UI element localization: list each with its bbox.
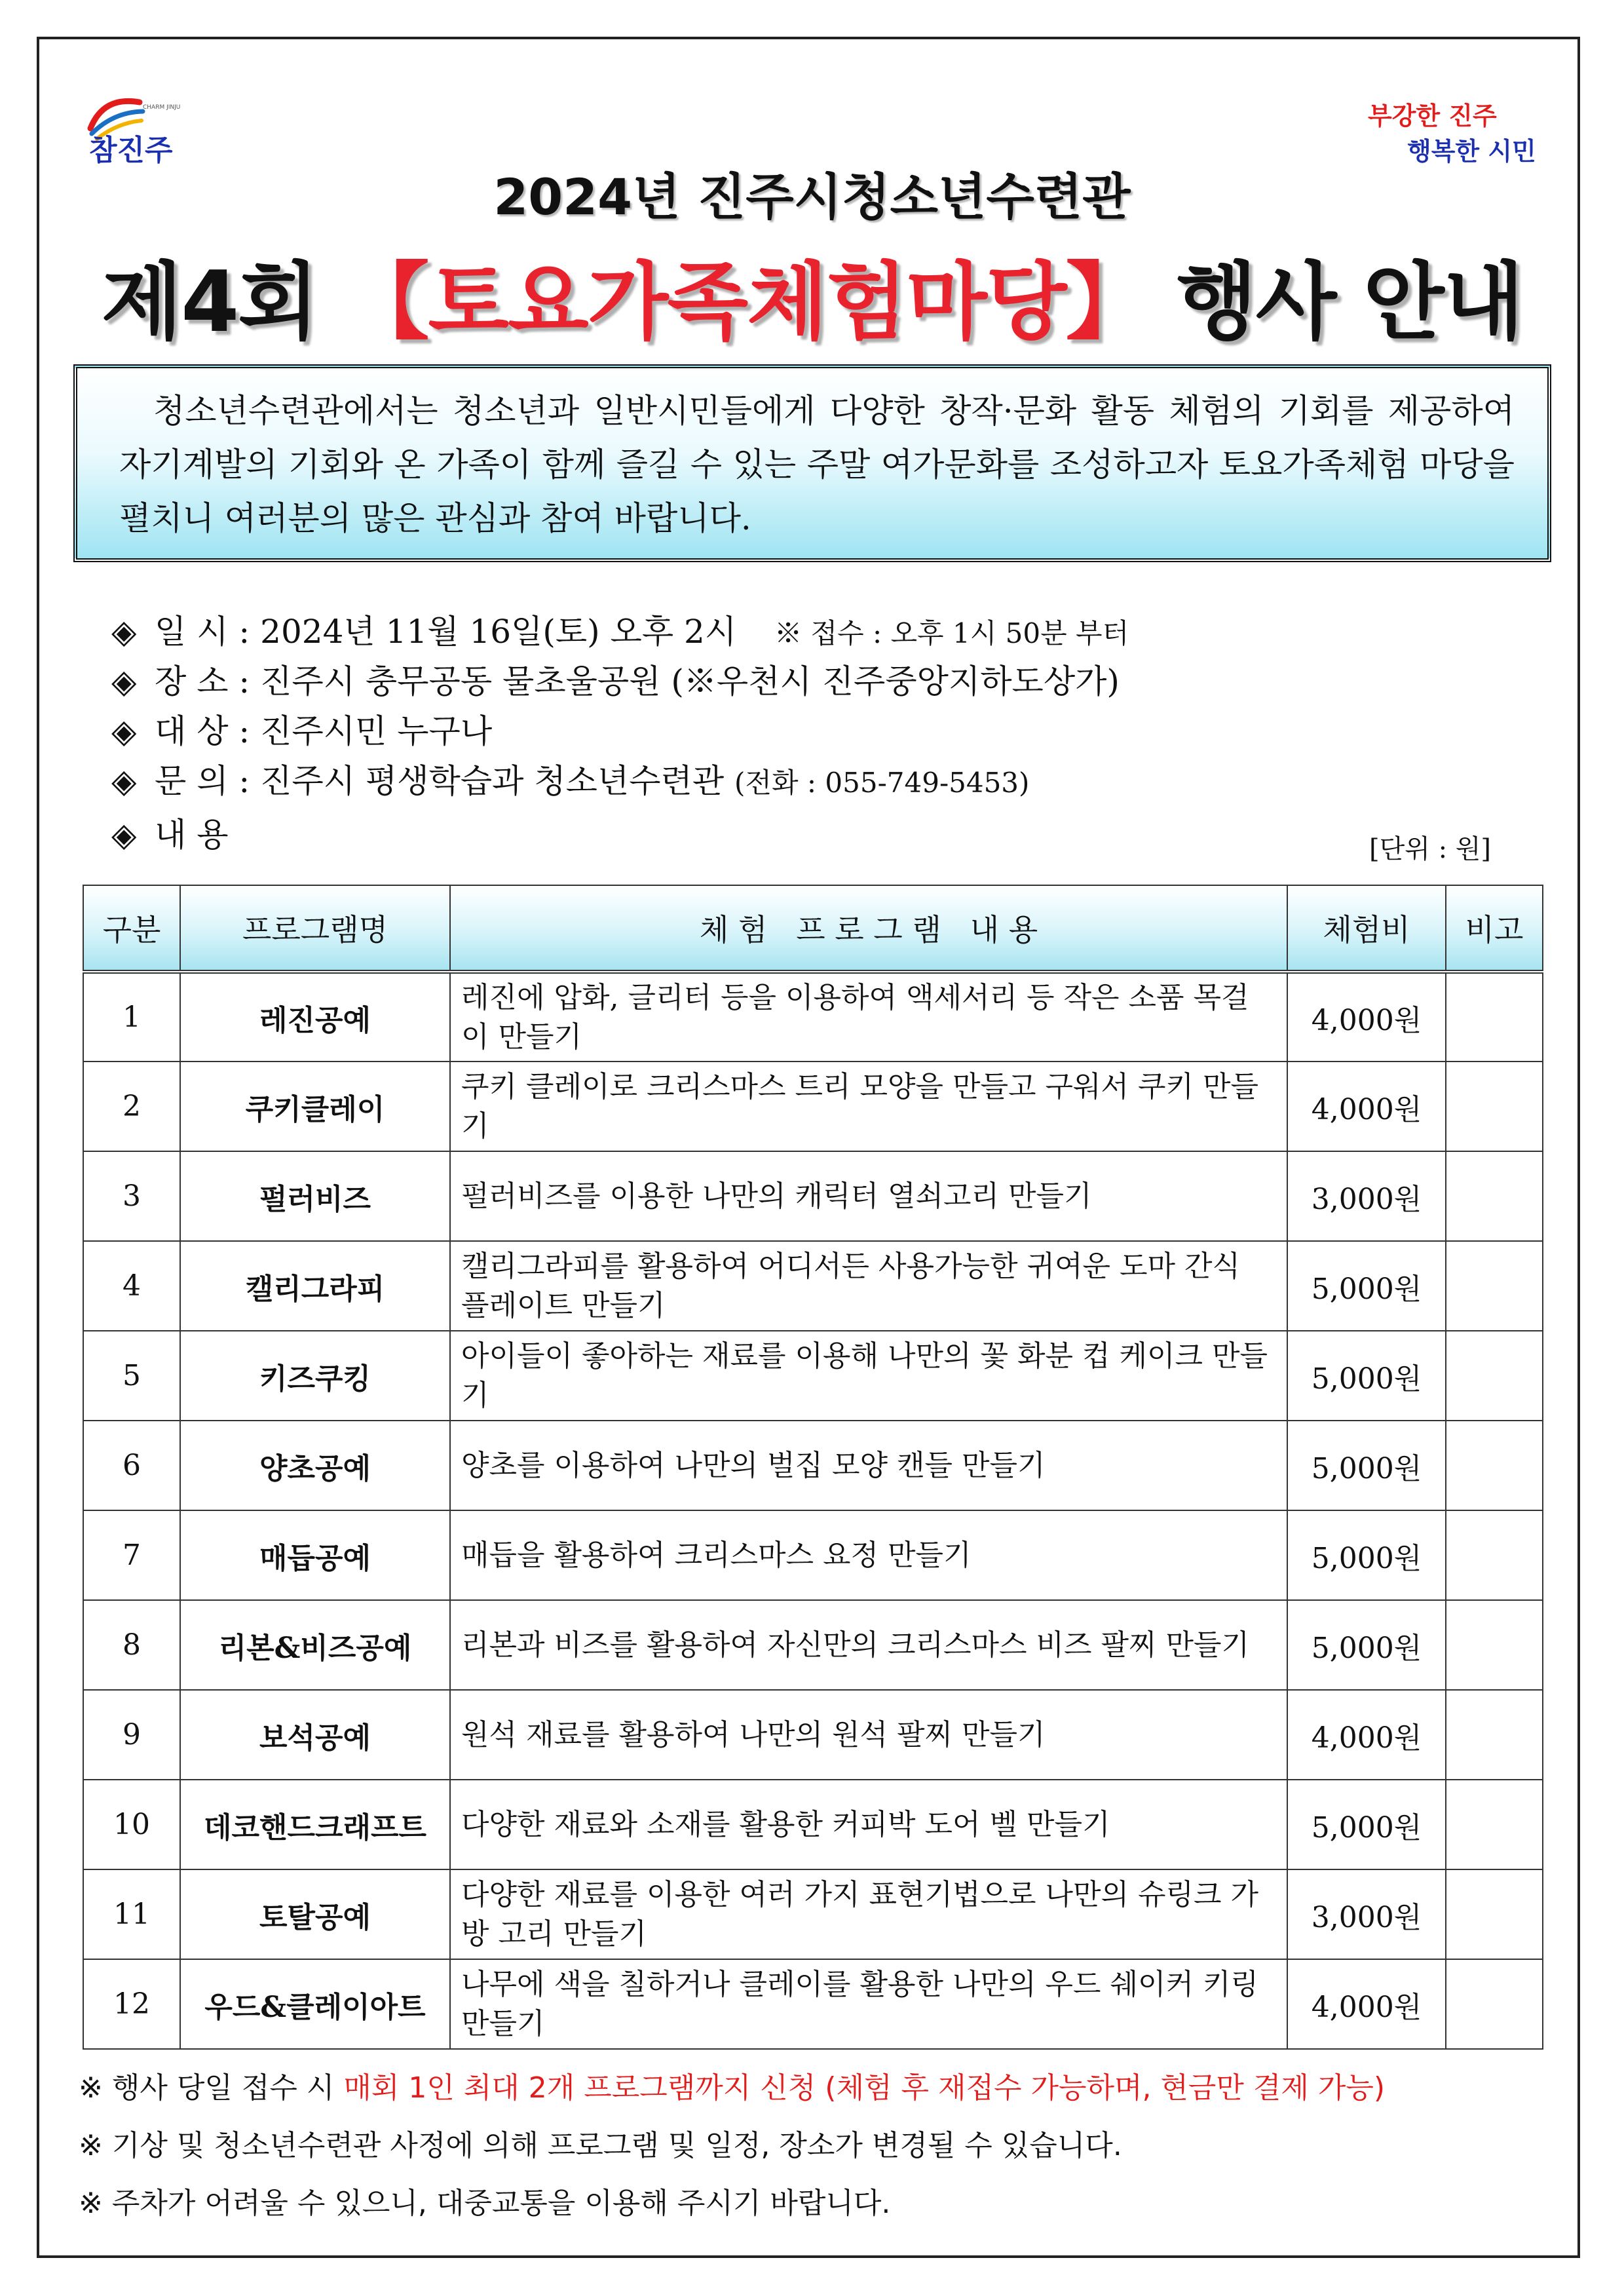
row-no: 9 xyxy=(83,1690,180,1780)
row-name: 양초공예 xyxy=(180,1421,450,1510)
city-logo xyxy=(77,83,189,168)
title-prefix: 제4회 xyxy=(101,254,346,351)
row-no: 10 xyxy=(83,1780,180,1869)
note-text: ※ 행사 당일 접수 시 xyxy=(79,2071,344,2105)
unit-label: [단위 : 원] xyxy=(1369,834,1492,864)
row-note xyxy=(1446,1151,1543,1241)
row-name: 레진공예 xyxy=(180,972,450,1062)
row-fee: 5,000원 xyxy=(1287,1600,1446,1690)
row-desc: 리본과 비즈를 활용하여 자신만의 크리스마스 비즈 팔찌 만들기 xyxy=(450,1600,1287,1690)
row-desc: 펄러비즈를 이용한 나만의 캐릭터 열쇠고리 만들기 xyxy=(450,1151,1287,1241)
row-name: 캘리그라피 xyxy=(180,1241,450,1331)
row-name: 쿠키클레이 xyxy=(180,1062,450,1151)
info-row-place xyxy=(111,655,1120,702)
row-name: 보석공예 xyxy=(180,1690,450,1780)
info-value: 진주시민 누구나 xyxy=(260,712,493,750)
row-no: 2 xyxy=(83,1062,180,1151)
row-desc: 다양한 재료를 이용한 여러 가지 표현기법으로 나만의 슈링크 가방 고리 만들기 xyxy=(450,1869,1287,1959)
row-note xyxy=(1446,1062,1543,1151)
row-note xyxy=(1446,1241,1543,1331)
info-value: 진주시 평생학습과 청소년수련관 xyxy=(260,762,725,800)
note-3 xyxy=(79,2179,890,2221)
row-note xyxy=(1446,1959,1543,2049)
row-no: 7 xyxy=(83,1510,180,1600)
row-note xyxy=(1446,1869,1543,1959)
row-name: 데코핸드크래프트 xyxy=(180,1780,450,1869)
row-note xyxy=(1446,1780,1543,1869)
table-row xyxy=(83,1510,1543,1600)
table-row xyxy=(83,1151,1543,1241)
row-desc: 매듭을 활용하여 크리스마스 요정 만들기 xyxy=(450,1510,1287,1600)
intro-box xyxy=(73,364,1551,562)
row-desc: 아이들이 좋아하는 재료를 이용해 나만의 꽃 화분 컵 케이크 만들기 xyxy=(450,1331,1287,1421)
col-header-desc: 체 험 프 로 그 램 내 용 xyxy=(450,885,1287,972)
table-header-row xyxy=(83,885,1543,972)
table-row xyxy=(83,1421,1543,1510)
note-2 xyxy=(79,2122,1122,2164)
row-desc: 쿠키 클레이로 크리스마스 트리 모양을 만들고 구워서 쿠키 만들기 xyxy=(450,1062,1287,1151)
slogan-line2: 행복한 시민 xyxy=(1407,137,1536,166)
row-fee: 3,000원 xyxy=(1287,1869,1446,1959)
table-row xyxy=(83,1331,1543,1421)
title-line1: 2024년 진주시청소년수련관 xyxy=(493,168,1131,226)
row-name: 리본&비즈공예 xyxy=(180,1600,450,1690)
intro-text: 청소년수련관에서는 청소년과 일반시민들에게 다양한 창작·문화 활동 체험의 기회를 제공하여 자기계발의 기회와 온 가족이 함께 즐길 수 있는 주말 여가문화를 조성하고자 토요가족체험 마당을 펼치니 여러분의 많은 관심과 참여 바랍니다. xyxy=(119,392,1515,537)
title-suffix: 행사 안내 xyxy=(1148,254,1523,351)
info-extra: ※ 접수 : 오후 1시 50분 부터 xyxy=(774,617,1129,649)
row-no: 12 xyxy=(83,1959,180,2049)
title-highlight: 【토요가족체험마당】 xyxy=(345,254,1148,351)
row-no: 5 xyxy=(83,1331,180,1421)
title-line2 xyxy=(0,235,1624,355)
info-row-target xyxy=(111,705,492,752)
row-name: 매듭공예 xyxy=(180,1510,450,1600)
row-desc: 양초를 이용하여 나만의 벌집 모양 캔들 만들기 xyxy=(450,1421,1287,1510)
info-label: 대 상 : xyxy=(155,712,250,750)
info-row-content xyxy=(111,809,229,856)
row-no: 8 xyxy=(83,1600,180,1690)
table-row xyxy=(83,1690,1543,1780)
row-note xyxy=(1446,1421,1543,1510)
info-value: 2024년 11월 16일(토) 오후 2시 xyxy=(260,613,737,651)
row-note xyxy=(1446,1331,1543,1421)
row-fee: 5,000원 xyxy=(1287,1780,1446,1869)
logo-text: 참진주 xyxy=(89,134,173,167)
note-highlight: 매회 1인 최대 2개 프로그램까지 신청 (체험 후 재접수 가능하며, 현금만 결제 가능) xyxy=(343,2071,1386,2105)
row-desc: 캘리그라피를 활용하여 어디서든 사용가능한 귀여운 도마 간식 플레이트 만들기 xyxy=(450,1241,1287,1331)
col-header-fee: 체험비 xyxy=(1287,885,1446,972)
row-note xyxy=(1446,972,1543,1062)
table-row xyxy=(83,1780,1543,1869)
row-note xyxy=(1446,1690,1543,1780)
row-desc: 원석 재료를 활용하여 나만의 원석 팔찌 만들기 xyxy=(450,1690,1287,1780)
info-value: 진주시 충무공동 물초울공원 (※우천시 진주중앙지하도상가) xyxy=(260,662,1120,700)
diamond-icon: ◈ xyxy=(111,712,137,750)
row-fee: 4,000원 xyxy=(1287,972,1446,1062)
row-note xyxy=(1446,1510,1543,1600)
row-fee: 5,000원 xyxy=(1287,1241,1446,1331)
program-table xyxy=(83,885,1543,2050)
row-desc: 나무에 색을 칠하거나 클레이를 활용한 나만의 우드 쉐이커 키링 만들기 xyxy=(450,1959,1287,2049)
table-row xyxy=(83,1869,1543,1959)
row-no: 3 xyxy=(83,1151,180,1241)
row-fee: 5,000원 xyxy=(1287,1510,1446,1600)
diamond-icon: ◈ xyxy=(111,613,137,651)
note-text: ※ 기상 및 청소년수련관 사정에 의해 프로그램 및 일정, 장소가 변경될 수 있습니다. xyxy=(79,2129,1122,2162)
row-fee: 4,000원 xyxy=(1287,1690,1446,1780)
col-header-note: 비고 xyxy=(1446,885,1543,972)
info-label: 내 용 xyxy=(155,816,229,854)
col-header-no: 구분 xyxy=(83,885,180,972)
col-header-name: 프로그램명 xyxy=(180,885,450,972)
info-extra: (전화 : 055-749-5453) xyxy=(734,767,1030,799)
info-label: 장 소 : xyxy=(155,662,250,700)
logo-subtext: CHARM JINJU xyxy=(143,104,181,111)
slogan-line1: 부강한 진주 xyxy=(1368,102,1497,130)
row-fee: 4,000원 xyxy=(1287,1959,1446,2049)
note-1 xyxy=(79,2064,1385,2106)
row-name: 펄러비즈 xyxy=(180,1151,450,1241)
row-name: 우드&클레이아트 xyxy=(180,1959,450,2049)
table-row xyxy=(83,1062,1543,1151)
row-note xyxy=(1446,1600,1543,1690)
row-fee: 5,000원 xyxy=(1287,1331,1446,1421)
diamond-icon: ◈ xyxy=(111,816,137,854)
table-row xyxy=(83,1600,1543,1690)
diamond-icon: ◈ xyxy=(111,662,137,700)
info-label: 일 시 : xyxy=(155,613,250,651)
row-fee: 3,000원 xyxy=(1287,1151,1446,1241)
diamond-icon: ◈ xyxy=(111,762,137,800)
table-row xyxy=(83,1241,1543,1331)
info-row-date xyxy=(111,605,1129,653)
table-row xyxy=(83,1959,1543,2049)
row-desc: 레진에 압화, 글리터 등을 이용하여 액세서리 등 작은 소품 목걸이 만들기 xyxy=(450,972,1287,1062)
row-desc: 다양한 재료와 소재를 활용한 커피박 도어 벨 만들기 xyxy=(450,1780,1287,1869)
row-no: 11 xyxy=(83,1869,180,1959)
row-no: 4 xyxy=(83,1241,180,1331)
row-no: 1 xyxy=(83,972,180,1062)
info-row-contact xyxy=(111,755,1029,802)
row-no: 6 xyxy=(83,1421,180,1510)
row-fee: 5,000원 xyxy=(1287,1421,1446,1510)
row-fee: 4,000원 xyxy=(1287,1062,1446,1151)
info-label: 문 의 : xyxy=(155,762,250,800)
row-name: 토탈공예 xyxy=(180,1869,450,1959)
note-text: ※ 주차가 어려울 수 있으니, 대중교통을 이용해 주시기 바랍니다. xyxy=(79,2187,891,2220)
table-row xyxy=(83,972,1543,1062)
row-name: 키즈쿠킹 xyxy=(180,1331,450,1421)
